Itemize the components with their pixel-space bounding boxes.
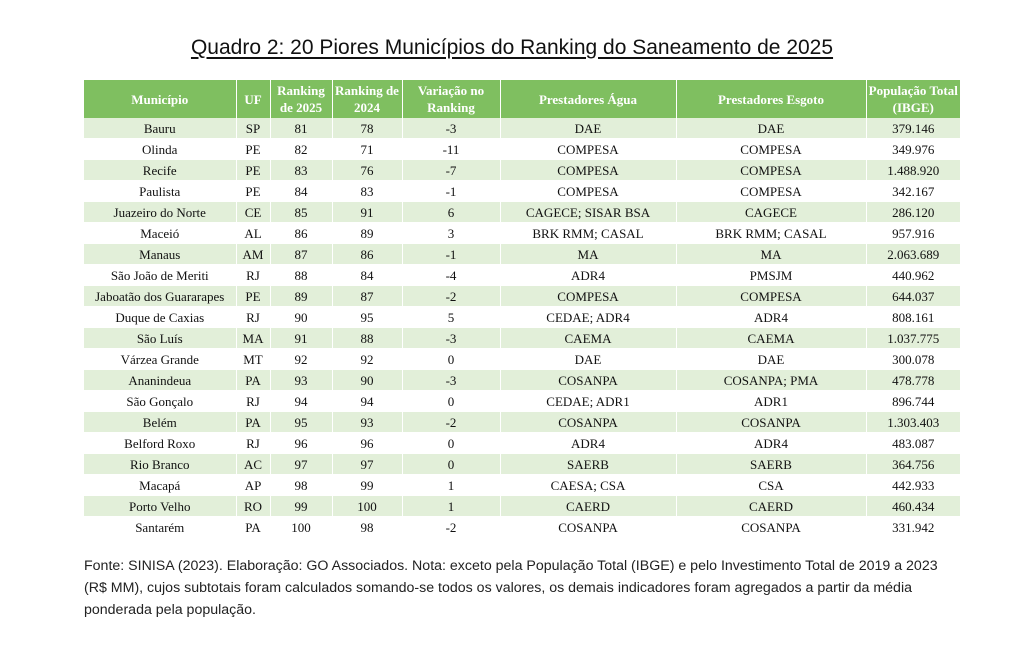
table-row	[84, 391, 960, 412]
cell-prestadores-esgoto: MA	[676, 244, 866, 265]
cell-uf: PA	[236, 517, 270, 538]
cell-municipio: Juazeiro do Norte	[84, 202, 236, 223]
cell-uf: RJ	[236, 265, 270, 286]
cell-ranking-2024: 97	[332, 454, 402, 475]
cell-ranking-2024: 87	[332, 286, 402, 307]
footnote: Fonte: SINISA (2023). Elaboração: GO Associados. Nota: exceto pela População Total (IBGE) e pelo Investimento Total de 2019 a 2023 (R$ MM), cujos subtotais foram calculados somando-se todos os valores, os demais indicadores foram agregados a partir da média ponderada pela população.	[84, 558, 938, 618]
cell-uf: PE	[236, 160, 270, 181]
cell-ranking-2025: 86	[270, 223, 332, 244]
cell-ranking-2024: 98	[332, 517, 402, 538]
cell-variacao: 3	[402, 223, 500, 244]
table-row	[84, 517, 960, 538]
cell-prestadores-esgoto: COMPESA	[676, 160, 866, 181]
column-header-uf: UF	[236, 80, 270, 118]
table-row	[84, 286, 960, 307]
cell-prestadores-agua: CAESA; CSA	[500, 475, 676, 496]
cell-municipio: Jaboatão dos Guararapes	[84, 286, 236, 307]
cell-municipio: São João de Meriti	[84, 265, 236, 286]
column-header-variacao: Variação no Ranking	[402, 80, 500, 118]
cell-prestadores-esgoto: COSANPA	[676, 412, 866, 433]
table-row	[84, 412, 960, 433]
cell-prestadores-agua: COMPESA	[500, 160, 676, 181]
table-row	[84, 118, 960, 139]
cell-prestadores-agua: CAEMA	[500, 328, 676, 349]
cell-ranking-2024: 86	[332, 244, 402, 265]
cell-prestadores-agua: DAE	[500, 349, 676, 370]
cell-ranking-2025: 97	[270, 454, 332, 475]
cell-populacao: 364.756	[866, 454, 960, 475]
cell-prestadores-agua: CEDAE; ADR4	[500, 307, 676, 328]
cell-uf: AC	[236, 454, 270, 475]
cell-populacao: 349.976	[866, 139, 960, 160]
table-row	[84, 454, 960, 475]
cell-prestadores-agua: BRK RMM; CASAL	[500, 223, 676, 244]
cell-municipio: Macapá	[84, 475, 236, 496]
cell-prestadores-agua: CAGECE; SISAR BSA	[500, 202, 676, 223]
cell-populacao: 644.037	[866, 286, 960, 307]
cell-populacao: 460.434	[866, 496, 960, 517]
cell-prestadores-agua: COMPESA	[500, 181, 676, 202]
table-row	[84, 160, 960, 181]
table-row	[84, 223, 960, 244]
cell-prestadores-agua: COSANPA	[500, 517, 676, 538]
cell-prestadores-esgoto: DAE	[676, 118, 866, 139]
cell-municipio: Santarém	[84, 517, 236, 538]
cell-prestadores-esgoto: COMPESA	[676, 139, 866, 160]
cell-prestadores-esgoto: ADR1	[676, 391, 866, 412]
cell-prestadores-esgoto: COMPESA	[676, 286, 866, 307]
ranking-table	[84, 80, 960, 538]
cell-variacao: -3	[402, 118, 500, 139]
cell-prestadores-esgoto: DAE	[676, 349, 866, 370]
table-row	[84, 433, 960, 454]
cell-variacao: -3	[402, 370, 500, 391]
cell-municipio: Olinda	[84, 139, 236, 160]
table-row	[84, 265, 960, 286]
cell-variacao: 0	[402, 433, 500, 454]
cell-municipio: São Luís	[84, 328, 236, 349]
cell-variacao: -1	[402, 244, 500, 265]
cell-populacao: 286.120	[866, 202, 960, 223]
cell-variacao: 6	[402, 202, 500, 223]
table-row	[84, 496, 960, 517]
cell-ranking-2025: 99	[270, 496, 332, 517]
column-header-ranking-2024: Ranking de 2024	[332, 80, 402, 118]
cell-ranking-2024: 91	[332, 202, 402, 223]
cell-variacao: 0	[402, 454, 500, 475]
cell-municipio: Várzea Grande	[84, 349, 236, 370]
cell-populacao: 896.744	[866, 391, 960, 412]
cell-prestadores-agua: DAE	[500, 118, 676, 139]
cell-uf: RJ	[236, 307, 270, 328]
column-header-prestadores-agua: Prestadores Água	[500, 80, 676, 118]
cell-prestadores-agua: COMPESA	[500, 286, 676, 307]
cell-ranking-2024: 95	[332, 307, 402, 328]
cell-ranking-2025: 82	[270, 139, 332, 160]
cell-variacao: 1	[402, 496, 500, 517]
table-title: Quadro 2: 20 Piores Municípios do Ranking do Saneamento de 2025	[190, 36, 834, 59]
cell-municipio: Recife	[84, 160, 236, 181]
cell-ranking-2025: 94	[270, 391, 332, 412]
cell-ranking-2025: 91	[270, 328, 332, 349]
table-row	[84, 475, 960, 496]
cell-ranking-2024: 94	[332, 391, 402, 412]
cell-ranking-2024: 76	[332, 160, 402, 181]
table-row	[84, 139, 960, 160]
column-header-prestadores-esgoto: Prestadores Esgoto	[676, 80, 866, 118]
table-row	[84, 349, 960, 370]
cell-prestadores-esgoto: COSANPA	[676, 517, 866, 538]
cell-ranking-2024: 71	[332, 139, 402, 160]
cell-uf: CE	[236, 202, 270, 223]
cell-variacao: -2	[402, 517, 500, 538]
cell-prestadores-esgoto: ADR4	[676, 307, 866, 328]
cell-municipio: Belém	[84, 412, 236, 433]
cell-ranking-2025: 84	[270, 181, 332, 202]
cell-prestadores-esgoto: CAGECE	[676, 202, 866, 223]
cell-prestadores-esgoto: CAERD	[676, 496, 866, 517]
cell-prestadores-esgoto: CSA	[676, 475, 866, 496]
cell-variacao: -7	[402, 160, 500, 181]
cell-prestadores-esgoto: SAERB	[676, 454, 866, 475]
cell-uf: RJ	[236, 433, 270, 454]
cell-uf: AL	[236, 223, 270, 244]
cell-ranking-2024: 88	[332, 328, 402, 349]
cell-municipio: Ananindeua	[84, 370, 236, 391]
cell-prestadores-agua: COSANPA	[500, 412, 676, 433]
cell-municipio: Belford Roxo	[84, 433, 236, 454]
cell-municipio: Bauru	[84, 118, 236, 139]
cell-ranking-2024: 100	[332, 496, 402, 517]
cell-ranking-2025: 81	[270, 118, 332, 139]
cell-populacao: 331.942	[866, 517, 960, 538]
cell-municipio: São Gonçalo	[84, 391, 236, 412]
cell-variacao: -4	[402, 265, 500, 286]
cell-populacao: 1.488.920	[866, 160, 960, 181]
cell-uf: PA	[236, 412, 270, 433]
column-header-ranking-2025: Ranking de 2025	[270, 80, 332, 118]
cell-populacao: 342.167	[866, 181, 960, 202]
cell-ranking-2024: 78	[332, 118, 402, 139]
cell-prestadores-esgoto: BRK RMM; CASAL	[676, 223, 866, 244]
cell-variacao: -3	[402, 328, 500, 349]
cell-municipio: Maceió	[84, 223, 236, 244]
cell-prestadores-esgoto: ADR4	[676, 433, 866, 454]
cell-municipio: Manaus	[84, 244, 236, 265]
cell-ranking-2024: 93	[332, 412, 402, 433]
table-row	[84, 370, 960, 391]
cell-ranking-2024: 84	[332, 265, 402, 286]
cell-uf: PE	[236, 139, 270, 160]
table-body	[84, 118, 960, 538]
cell-uf: PE	[236, 286, 270, 307]
cell-ranking-2025: 89	[270, 286, 332, 307]
cell-ranking-2024: 89	[332, 223, 402, 244]
cell-ranking-2025: 85	[270, 202, 332, 223]
cell-ranking-2025: 95	[270, 412, 332, 433]
cell-ranking-2024: 90	[332, 370, 402, 391]
cell-ranking-2025: 96	[270, 433, 332, 454]
table-header-row	[84, 80, 960, 118]
cell-ranking-2025: 93	[270, 370, 332, 391]
cell-prestadores-agua: COMPESA	[500, 139, 676, 160]
column-header-municipio: Município	[84, 80, 236, 118]
cell-populacao: 1.037.775	[866, 328, 960, 349]
cell-variacao: -2	[402, 412, 500, 433]
cell-prestadores-agua: MA	[500, 244, 676, 265]
cell-uf: MA	[236, 328, 270, 349]
cell-prestadores-agua: CAERD	[500, 496, 676, 517]
cell-populacao: 2.063.689	[866, 244, 960, 265]
cell-prestadores-esgoto: COMPESA	[676, 181, 866, 202]
cell-prestadores-esgoto: COSANPA; PMA	[676, 370, 866, 391]
cell-municipio: Duque de Caxias	[84, 307, 236, 328]
cell-municipio: Paulista	[84, 181, 236, 202]
cell-ranking-2025: 98	[270, 475, 332, 496]
cell-variacao: 0	[402, 391, 500, 412]
cell-populacao: 300.078	[866, 349, 960, 370]
cell-uf: AM	[236, 244, 270, 265]
cell-ranking-2025: 83	[270, 160, 332, 181]
cell-uf: AP	[236, 475, 270, 496]
cell-populacao: 440.962	[866, 265, 960, 286]
cell-uf: PA	[236, 370, 270, 391]
cell-uf: MT	[236, 349, 270, 370]
cell-ranking-2024: 96	[332, 433, 402, 454]
cell-ranking-2025: 90	[270, 307, 332, 328]
cell-populacao: 478.778	[866, 370, 960, 391]
cell-uf: RO	[236, 496, 270, 517]
cell-prestadores-agua: COSANPA	[500, 370, 676, 391]
cell-variacao: -1	[402, 181, 500, 202]
cell-variacao: -11	[402, 139, 500, 160]
cell-populacao: 483.087	[866, 433, 960, 454]
cell-variacao: -2	[402, 286, 500, 307]
cell-ranking-2025: 92	[270, 349, 332, 370]
cell-ranking-2024: 99	[332, 475, 402, 496]
cell-ranking-2025: 87	[270, 244, 332, 265]
cell-ranking-2024: 83	[332, 181, 402, 202]
cell-populacao: 1.303.403	[866, 412, 960, 433]
cell-populacao: 442.933	[866, 475, 960, 496]
cell-populacao: 379.146	[866, 118, 960, 139]
cell-prestadores-agua: CEDAE; ADR1	[500, 391, 676, 412]
cell-prestadores-agua: ADR4	[500, 265, 676, 286]
cell-variacao: 5	[402, 307, 500, 328]
cell-uf: SP	[236, 118, 270, 139]
cell-prestadores-esgoto: CAEMA	[676, 328, 866, 349]
cell-uf: PE	[236, 181, 270, 202]
table-row	[84, 202, 960, 223]
table-row	[84, 244, 960, 265]
table-row	[84, 328, 960, 349]
cell-prestadores-agua: SAERB	[500, 454, 676, 475]
table-row	[84, 181, 960, 202]
table-row	[84, 307, 960, 328]
cell-municipio: Porto Velho	[84, 496, 236, 517]
column-header-populacao: População Total (IBGE)	[866, 80, 960, 118]
cell-variacao: 1	[402, 475, 500, 496]
cell-ranking-2024: 92	[332, 349, 402, 370]
cell-ranking-2025: 100	[270, 517, 332, 538]
cell-populacao: 957.916	[866, 223, 960, 244]
cell-prestadores-agua: ADR4	[500, 433, 676, 454]
cell-municipio: Rio Branco	[84, 454, 236, 475]
cell-variacao: 0	[402, 349, 500, 370]
cell-populacao: 808.161	[866, 307, 960, 328]
cell-prestadores-esgoto: PMSJM	[676, 265, 866, 286]
cell-ranking-2025: 88	[270, 265, 332, 286]
cell-uf: RJ	[236, 391, 270, 412]
